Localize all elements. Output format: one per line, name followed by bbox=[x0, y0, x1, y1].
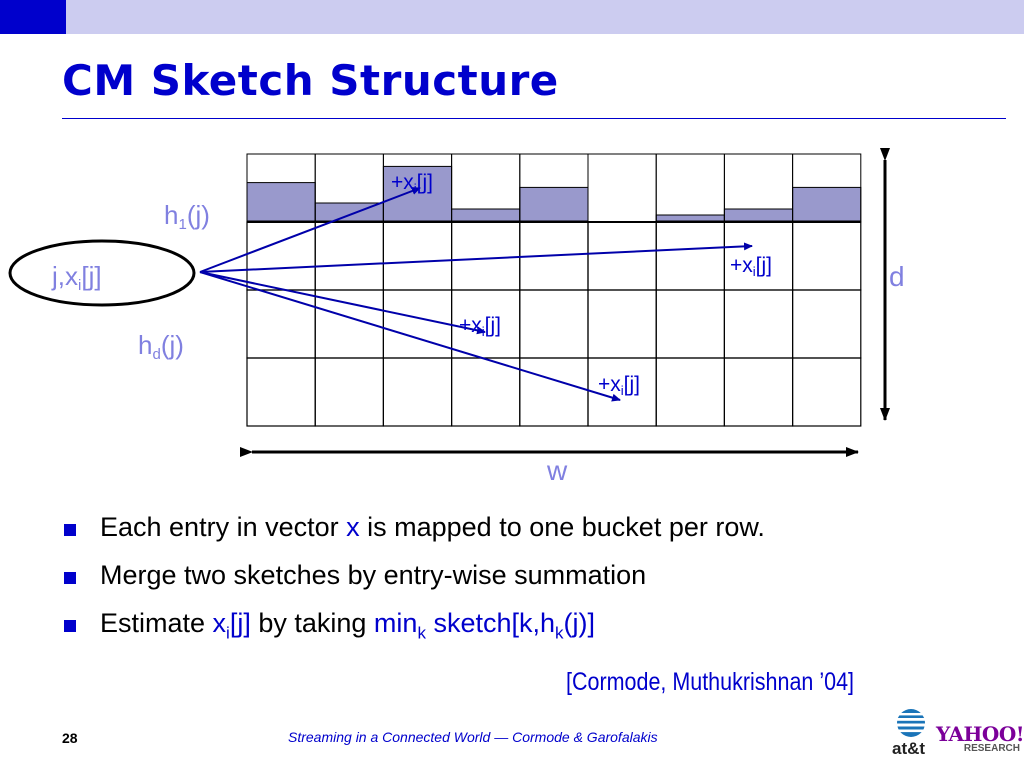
increment-label-row-4: +xi[j] bbox=[598, 373, 640, 398]
sketch-cell bbox=[724, 358, 792, 426]
yahoo-wordmark: YAHOO! bbox=[936, 722, 1024, 746]
bullet-item bbox=[62, 560, 765, 608]
hash-arrow-row-4 bbox=[200, 272, 620, 400]
input-label: j,xi[j] bbox=[52, 261, 102, 294]
bullet-text: (j)] bbox=[563, 608, 595, 638]
depth-label: d bbox=[889, 261, 905, 292]
sketch-cell bbox=[247, 290, 315, 358]
sketch-cell bbox=[520, 358, 588, 426]
bullet-text: by taking bbox=[250, 608, 374, 638]
bullet-square-icon bbox=[64, 620, 76, 632]
bullet-item bbox=[62, 608, 765, 656]
slide-title: CM Sketch Structure bbox=[62, 56, 559, 105]
page-number: 28 bbox=[62, 730, 78, 746]
citation: [Cormode, Muthukrishnan ’04] bbox=[566, 668, 855, 696]
sketch-cell bbox=[383, 222, 451, 290]
globe-icon bbox=[896, 708, 926, 738]
counter-bar bbox=[520, 187, 588, 221]
bullet-text: is mapped to one bucket per row. bbox=[359, 512, 765, 542]
sketch-cell bbox=[452, 358, 520, 426]
counter-bar bbox=[724, 209, 792, 221]
bullet-text: x bbox=[346, 512, 360, 542]
sketch-cell bbox=[656, 222, 724, 290]
bullet-text: x bbox=[212, 608, 227, 638]
bullet-text: sketch[k,h bbox=[425, 608, 555, 638]
bullet-text: Each entry in vector bbox=[100, 512, 347, 542]
bullet-subscript: i bbox=[226, 623, 230, 643]
sketch-cell bbox=[520, 290, 588, 358]
att-wordmark: at&t bbox=[892, 739, 926, 758]
hash-arrow-row-3 bbox=[200, 272, 485, 332]
sketch-cell bbox=[656, 154, 724, 222]
increment-label-row-3: +xi[j] bbox=[459, 314, 501, 339]
sketch-cell bbox=[656, 358, 724, 426]
counter-bar bbox=[793, 187, 861, 221]
sketch-cell bbox=[724, 290, 792, 358]
bullet-list bbox=[62, 512, 765, 656]
sketch-cell bbox=[588, 290, 656, 358]
bullet-item bbox=[62, 512, 765, 560]
hash-label-last: hd(j) bbox=[138, 330, 184, 363]
yahoo-research-wordmark: RESEARCH bbox=[963, 743, 1020, 754]
sketch-cell bbox=[383, 358, 451, 426]
hash-label-first: h1(j) bbox=[164, 200, 210, 233]
att-logo bbox=[892, 708, 932, 764]
footer-text: Streaming in a Connected World — Cormode & Garofalakis bbox=[288, 729, 658, 745]
sketch-cell bbox=[452, 222, 520, 290]
sketch-cell bbox=[793, 358, 861, 426]
counter-bar bbox=[656, 215, 724, 221]
hash-arrow-row-2 bbox=[200, 246, 752, 272]
sketch-cell bbox=[656, 290, 724, 358]
sketch-cell bbox=[793, 222, 861, 290]
sketch-cell bbox=[588, 222, 656, 290]
yahoo-research-logo bbox=[936, 722, 1024, 768]
bullet-subscript: k bbox=[555, 623, 564, 643]
sketch-cell bbox=[315, 358, 383, 426]
increment-label-row-2: +xi[j] bbox=[730, 254, 772, 279]
sketch-cell bbox=[383, 290, 451, 358]
bullet-text: Merge two sketches by entry-wise summation bbox=[100, 560, 647, 590]
bullet-square-icon bbox=[64, 572, 76, 584]
counter-bar bbox=[247, 183, 315, 221]
sketch-cell bbox=[588, 154, 656, 222]
sketch-cell bbox=[315, 222, 383, 290]
width-label: w bbox=[547, 455, 568, 486]
bullet-subscript: k bbox=[417, 623, 426, 643]
input-ellipse bbox=[10, 241, 194, 305]
increment-label-row-1: +xi[j] bbox=[391, 171, 433, 196]
bullet-text: [j] bbox=[229, 608, 251, 638]
sketch-cell bbox=[793, 290, 861, 358]
bullet-text: min bbox=[373, 608, 418, 638]
counter-bar bbox=[452, 209, 520, 221]
bullet-square-icon bbox=[64, 524, 76, 536]
bullet-text: Estimate bbox=[100, 608, 213, 638]
sketch-grid bbox=[247, 154, 861, 426]
sketch-cell bbox=[247, 358, 315, 426]
